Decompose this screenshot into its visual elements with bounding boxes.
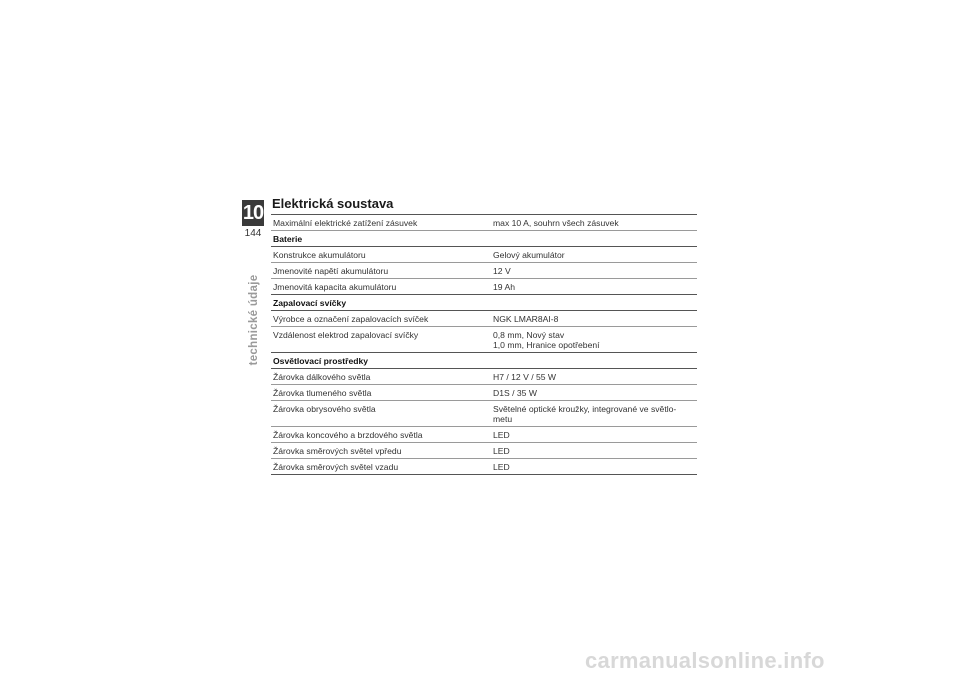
table-row [271,263,697,279]
table-row [271,427,697,443]
group-title-lighting: Osvětlovací prostředky [271,353,697,369]
watermark-text: carmanualsonline.info [585,648,825,673]
row-value: Gelový akumulátor [491,247,697,263]
row-label: Jmenovité napětí akumulátoru [271,263,491,279]
spec-table [271,214,697,475]
row-value: max 10 A, souhrn všech zásuvek [491,215,697,231]
row-label: Konstrukce akumulátoru [271,247,491,263]
row-value: 19 Ah [491,279,697,295]
table-row [271,327,697,353]
row-label: Maximální elektrické zatížení zásuvek [271,215,491,231]
row-value [491,401,697,427]
table-row [271,369,697,385]
row-value: H7 / 12 V / 55 W [491,369,697,385]
row-value-line: 1,0 mm, Hranice opotřebení [493,340,600,350]
row-value-line: 0,8 mm, Nový stav [493,330,565,340]
row-label: Žárovka koncového a brzdového světla [271,427,491,443]
group-title-spark-plugs: Zapalovací svíčky [271,295,697,311]
row-value: 12 V [491,263,697,279]
table-group-header [271,295,697,311]
table-row [271,443,697,459]
row-value: LED [491,459,697,475]
row-label: Žárovka obrysového světla [271,401,491,427]
row-label: Žárovka dálkového světla [271,369,491,385]
table-row [271,459,697,475]
row-value: LED [491,443,697,459]
chapter-number: 10 [242,202,264,224]
table-row [271,247,697,263]
row-label: Žárovka směrových světel vzadu [271,459,491,475]
chapter-side-label: technické údaje [248,274,260,366]
table-row [271,279,697,295]
row-value [491,327,697,353]
row-value: D1S / 35 W [491,385,697,401]
table-row [271,311,697,327]
table-group-header [271,353,697,369]
row-value-line: Světelné optické kroužky, integrované ve světlo- [493,404,677,414]
table-row [271,385,697,401]
row-label: Jmenovitá kapacita akumulátoru [271,279,491,295]
table-group-header [271,231,697,247]
row-label: Výrobce a označení zapalovacích svíček [271,311,491,327]
row-value-line: metu [493,414,513,424]
group-title-battery: Baterie [271,231,697,247]
section-title: Elektrická soustava [272,196,394,211]
page-number: 144 [244,228,262,239]
row-label: Vzdálenost elektrod zapalovací svíčky [271,327,491,353]
row-value: LED [491,427,697,443]
row-value: NGK LMAR8AI-8 [491,311,697,327]
row-label: Žárovka tlumeného světla [271,385,491,401]
row-label: Žárovka směrových světel vpředu [271,443,491,459]
table-row [271,401,697,427]
table-row [271,215,697,231]
